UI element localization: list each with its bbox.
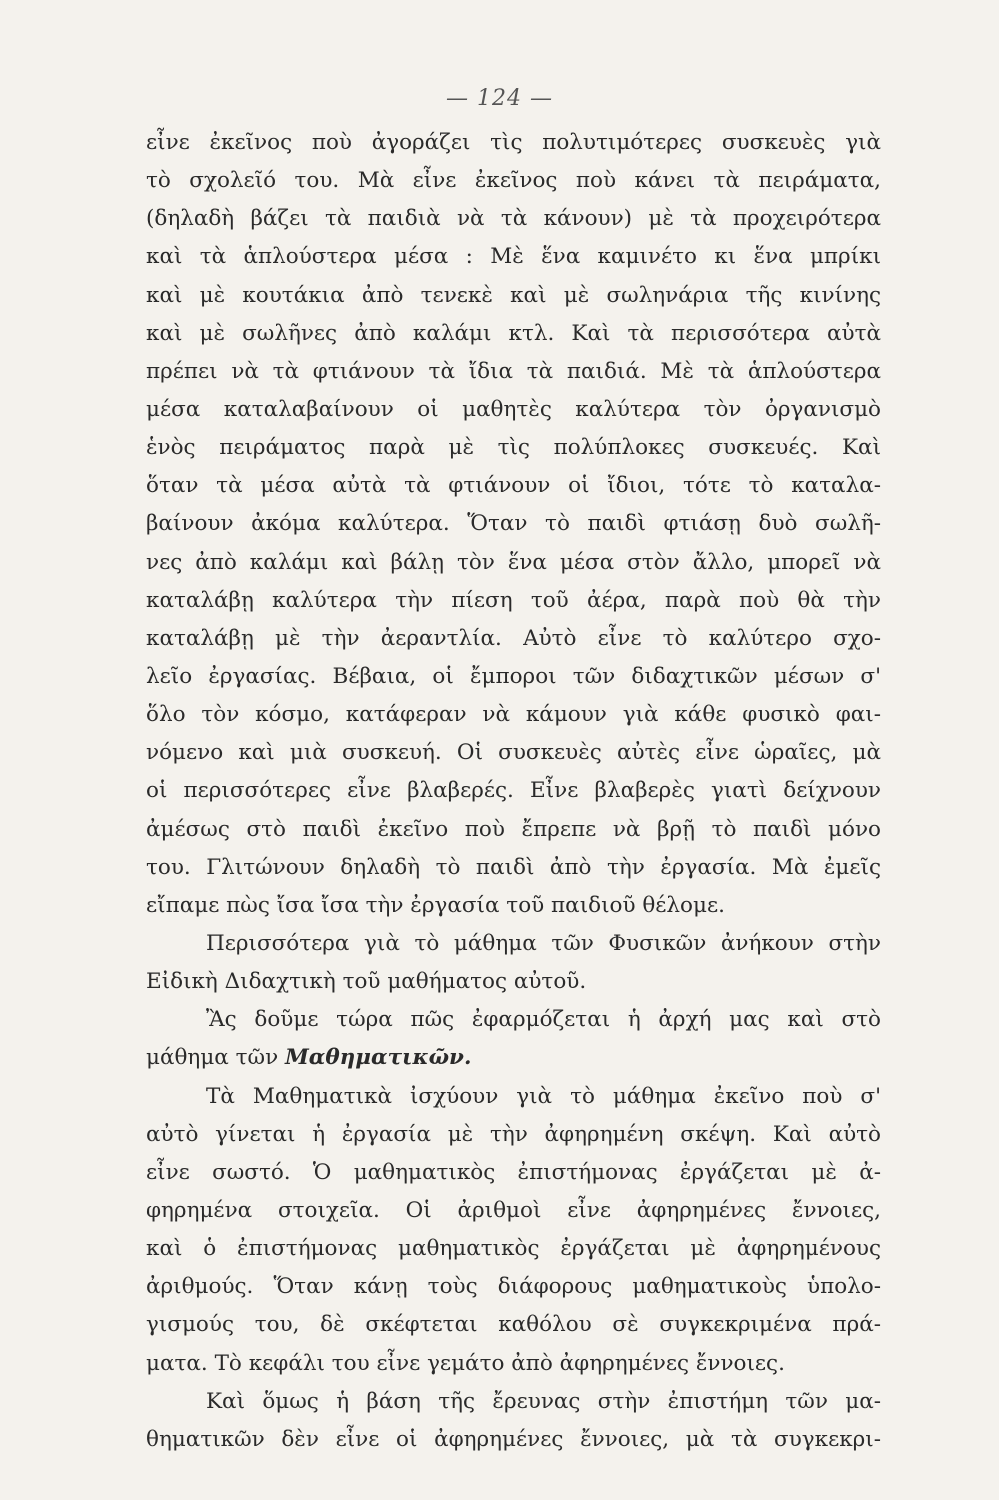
text-line-content: τὸ σχολεῖό του. Μὰ εἶνε ἐκεῖνος ποὺ κάνει τὰ πειράματα,: [146, 168, 881, 194]
text-line: [146, 1306, 881, 1344]
text-line-content: καταλάβῃ καλύτερα τὴν πίεση τοῦ ἀέρα, παρὰ ποὺ θὰ τὴν: [146, 587, 881, 613]
text-line-content: μέσα καταλαβαίνουν οἱ μαθητὲς καλύτερα τὸν ὀργανισμὸ: [146, 396, 881, 422]
text-line: [146, 811, 881, 849]
text-line-content: ἀριθμούς. Ὅταν κάνῃ τοὺς διάφορους μαθηματικοὺς ὑπολο-: [146, 1274, 881, 1300]
text-line-content: του. Γλιτώνουν δηλαδὴ τὸ παιδὶ ἀπὸ τὴν ἐργασία. Μὰ ἐμεῖς: [146, 854, 881, 880]
text-line-content: καὶ μὲ σωλῆνες ἀπὸ καλάμι κτλ. Καὶ τὰ περισσότερα αὐτὰ: [146, 320, 881, 346]
text-line: [146, 925, 881, 963]
text-line: [146, 696, 881, 734]
text-line-content: μάθημα τῶν: [146, 1045, 285, 1071]
text-line-content: καταλάβῃ μὲ τὴν ἀεραντλία. Αὐτὸ εἶνε τὸ καλύτερο σχο-: [146, 625, 881, 651]
text-line-content: ὅλο τὸν κόσμο, κατάφεραν νὰ κάμουν γιὰ κάθε φυσικὸ φαι-: [146, 702, 881, 728]
text-line: [146, 582, 881, 620]
text-line: [146, 162, 881, 200]
text-line: [146, 1078, 881, 1116]
text-line: [146, 734, 881, 772]
text-line: [146, 658, 881, 696]
text-line: [146, 620, 881, 658]
text-line: [146, 277, 881, 315]
text-line: [146, 887, 881, 925]
text-line-content: βαίνουν ἀκόμα καλύτερα. Ὅταν τὸ παιδὶ φτιάσῃ δυὸ σωλῆ-: [146, 511, 881, 537]
text-line-content: νόμενο καὶ μιὰ συσκευή. Οἱ συσκευὲς αὐτὲς εἶνε ὡραῖες, μὰ: [146, 740, 881, 766]
text-line: [146, 1230, 881, 1268]
text-line-content: (δηλαδὴ βάζει τὰ παιδιὰ νὰ τὰ κάνουν) μὲ τὰ προχειρότερα: [146, 206, 881, 232]
text-line: [146, 238, 881, 276]
text-line: [146, 849, 881, 887]
text-line-content: ἑνὸς πειράματος παρὰ μὲ τὶς πολύπλοκες συσκευές. Καὶ: [146, 435, 881, 461]
text-line-content: εἶνε ἐκεῖνος ποὺ ἀγοράζει τὶς πολυτιμότερες συσκευὲς γιὰ: [146, 130, 881, 155]
text-line: [146, 1421, 881, 1459]
text-line: [146, 544, 881, 582]
page-number: — 124 —: [446, 86, 553, 111]
text-line: [146, 200, 881, 238]
text-line: [146, 963, 881, 1001]
text-line: [146, 1383, 881, 1421]
text-line-content: αὐτὸ γίνεται ἡ ἐργασία μὲ τὴν ἀφηρημένη σκέψη. Καὶ αὐτὸ: [146, 1121, 881, 1147]
text-line: [146, 1039, 881, 1077]
text-line: [146, 467, 881, 505]
text-line: [146, 772, 881, 810]
text-line-content: εἶνε σωστό. Ὁ μαθηματικὸς ἐπιστήμονας ἐργάζεται μὲ ἀ-: [146, 1159, 881, 1185]
text-line: [146, 1154, 881, 1192]
text-line-content: Περισσότερα γιὰ τὸ μάθημα τῶν Φυσικῶν ἀνήκουν στὴν: [206, 930, 881, 956]
text-line: [146, 1268, 881, 1306]
text-line-content: ματα. Τὸ κεφάλι του εἶνε γεμάτο ἀπὸ ἀφηρημένες ἔννοιες.: [146, 1350, 785, 1376]
text-line: [146, 1192, 881, 1230]
text-line: [146, 1345, 881, 1383]
text-line-content: φηρημένα στοιχεῖα. Οἱ ἀριθμοὶ εἶνε ἀφηρημένες ἔννοιες,: [146, 1197, 881, 1223]
text-line-content: γισμούς του, δὲ σκέφτεται καθόλου σὲ συγκεκριμένα πρά-: [146, 1312, 881, 1338]
text-line: [146, 315, 881, 353]
text-line: [146, 505, 881, 543]
text-line: [146, 1001, 881, 1039]
text-line-content: ἀμέσως στὸ παιδὶ ἐκεῖνο ποὺ ἔπρεπε νὰ βρῇ τὸ παιδὶ μόνο: [146, 816, 881, 842]
text-line-content: λεῖο ἐργασίας. Βέβαια, οἱ ἔμποροι τῶν διδαχτικῶν μέσων σ': [146, 663, 881, 689]
text-line: [146, 391, 881, 429]
text-line-content: καὶ ὁ ἐπιστήμονας μαθηματικὸς ἐργάζεται μὲ ἀφηρημένους: [146, 1236, 881, 1262]
text-line-content: πρέπει νὰ τὰ φτιάνουν τὰ ἴδια τὰ παιδιά. Μὲ τὰ ἁπλούστερα: [146, 358, 881, 384]
emphasized-term: Μαθηματικῶν.: [284, 1045, 472, 1071]
text-line-content: Τὰ Μαθηματικὰ ἰσχύουν γιὰ τὸ μάθημα ἐκεῖνο ποὺ σ': [206, 1083, 881, 1109]
text-line-content: οἱ περισσότερες εἶνε βλαβερές. Εἶνε βλαβερὲς γιατὶ δείχνουν: [146, 778, 881, 804]
text-line: [146, 124, 881, 162]
text-line-content: θηματικῶν δὲν εἶνε οἱ ἀφηρημένες ἔννοιες, μὰ τὰ συγκεκρι-: [146, 1426, 881, 1452]
text-line: [146, 429, 881, 467]
text-line-content: Ἂς δοῦμε τώρα πῶς ἐφαρμόζεται ἡ ἀρχή μας καὶ στὸ: [206, 1007, 881, 1033]
text-line-content: εἴπαμε πὼς ἴσα ἴσα τὴν ἐργασία τοῦ παιδιοῦ θέλομε.: [146, 892, 725, 918]
text-line: [146, 353, 881, 391]
text-line-content: ὅταν τὰ μέσα αὐτὰ τὰ φτιάνουν οἱ ἴδιοι, τότε τὸ καταλα-: [146, 473, 881, 499]
text-line-content: Καὶ ὅμως ἡ βάση τῆς ἔρευνας στὴν ἐπιστήμη τῶν μα-: [206, 1388, 881, 1414]
text-line-content: νες ἀπὸ καλάμι καὶ βάλῃ τὸν ἕνα μέσα στὸν ἄλλο, μπορεῖ νὰ: [146, 549, 881, 575]
body-text: [146, 124, 881, 1459]
text-line: [146, 1116, 881, 1154]
text-line-content: καὶ μὲ κουτάκια ἀπὸ τενεκὲ καὶ μὲ σωληνάρια τῆς κινίνης: [146, 282, 881, 308]
text-line-content: Εἰδικὴ Διδαχτικὴ τοῦ μαθήματος αὐτοῦ.: [146, 969, 587, 995]
text-line-content: καὶ τὰ ἁπλούστερα μέσα : Μὲ ἕνα καμινέτο κι ἕνα μπρίκι: [146, 244, 881, 270]
